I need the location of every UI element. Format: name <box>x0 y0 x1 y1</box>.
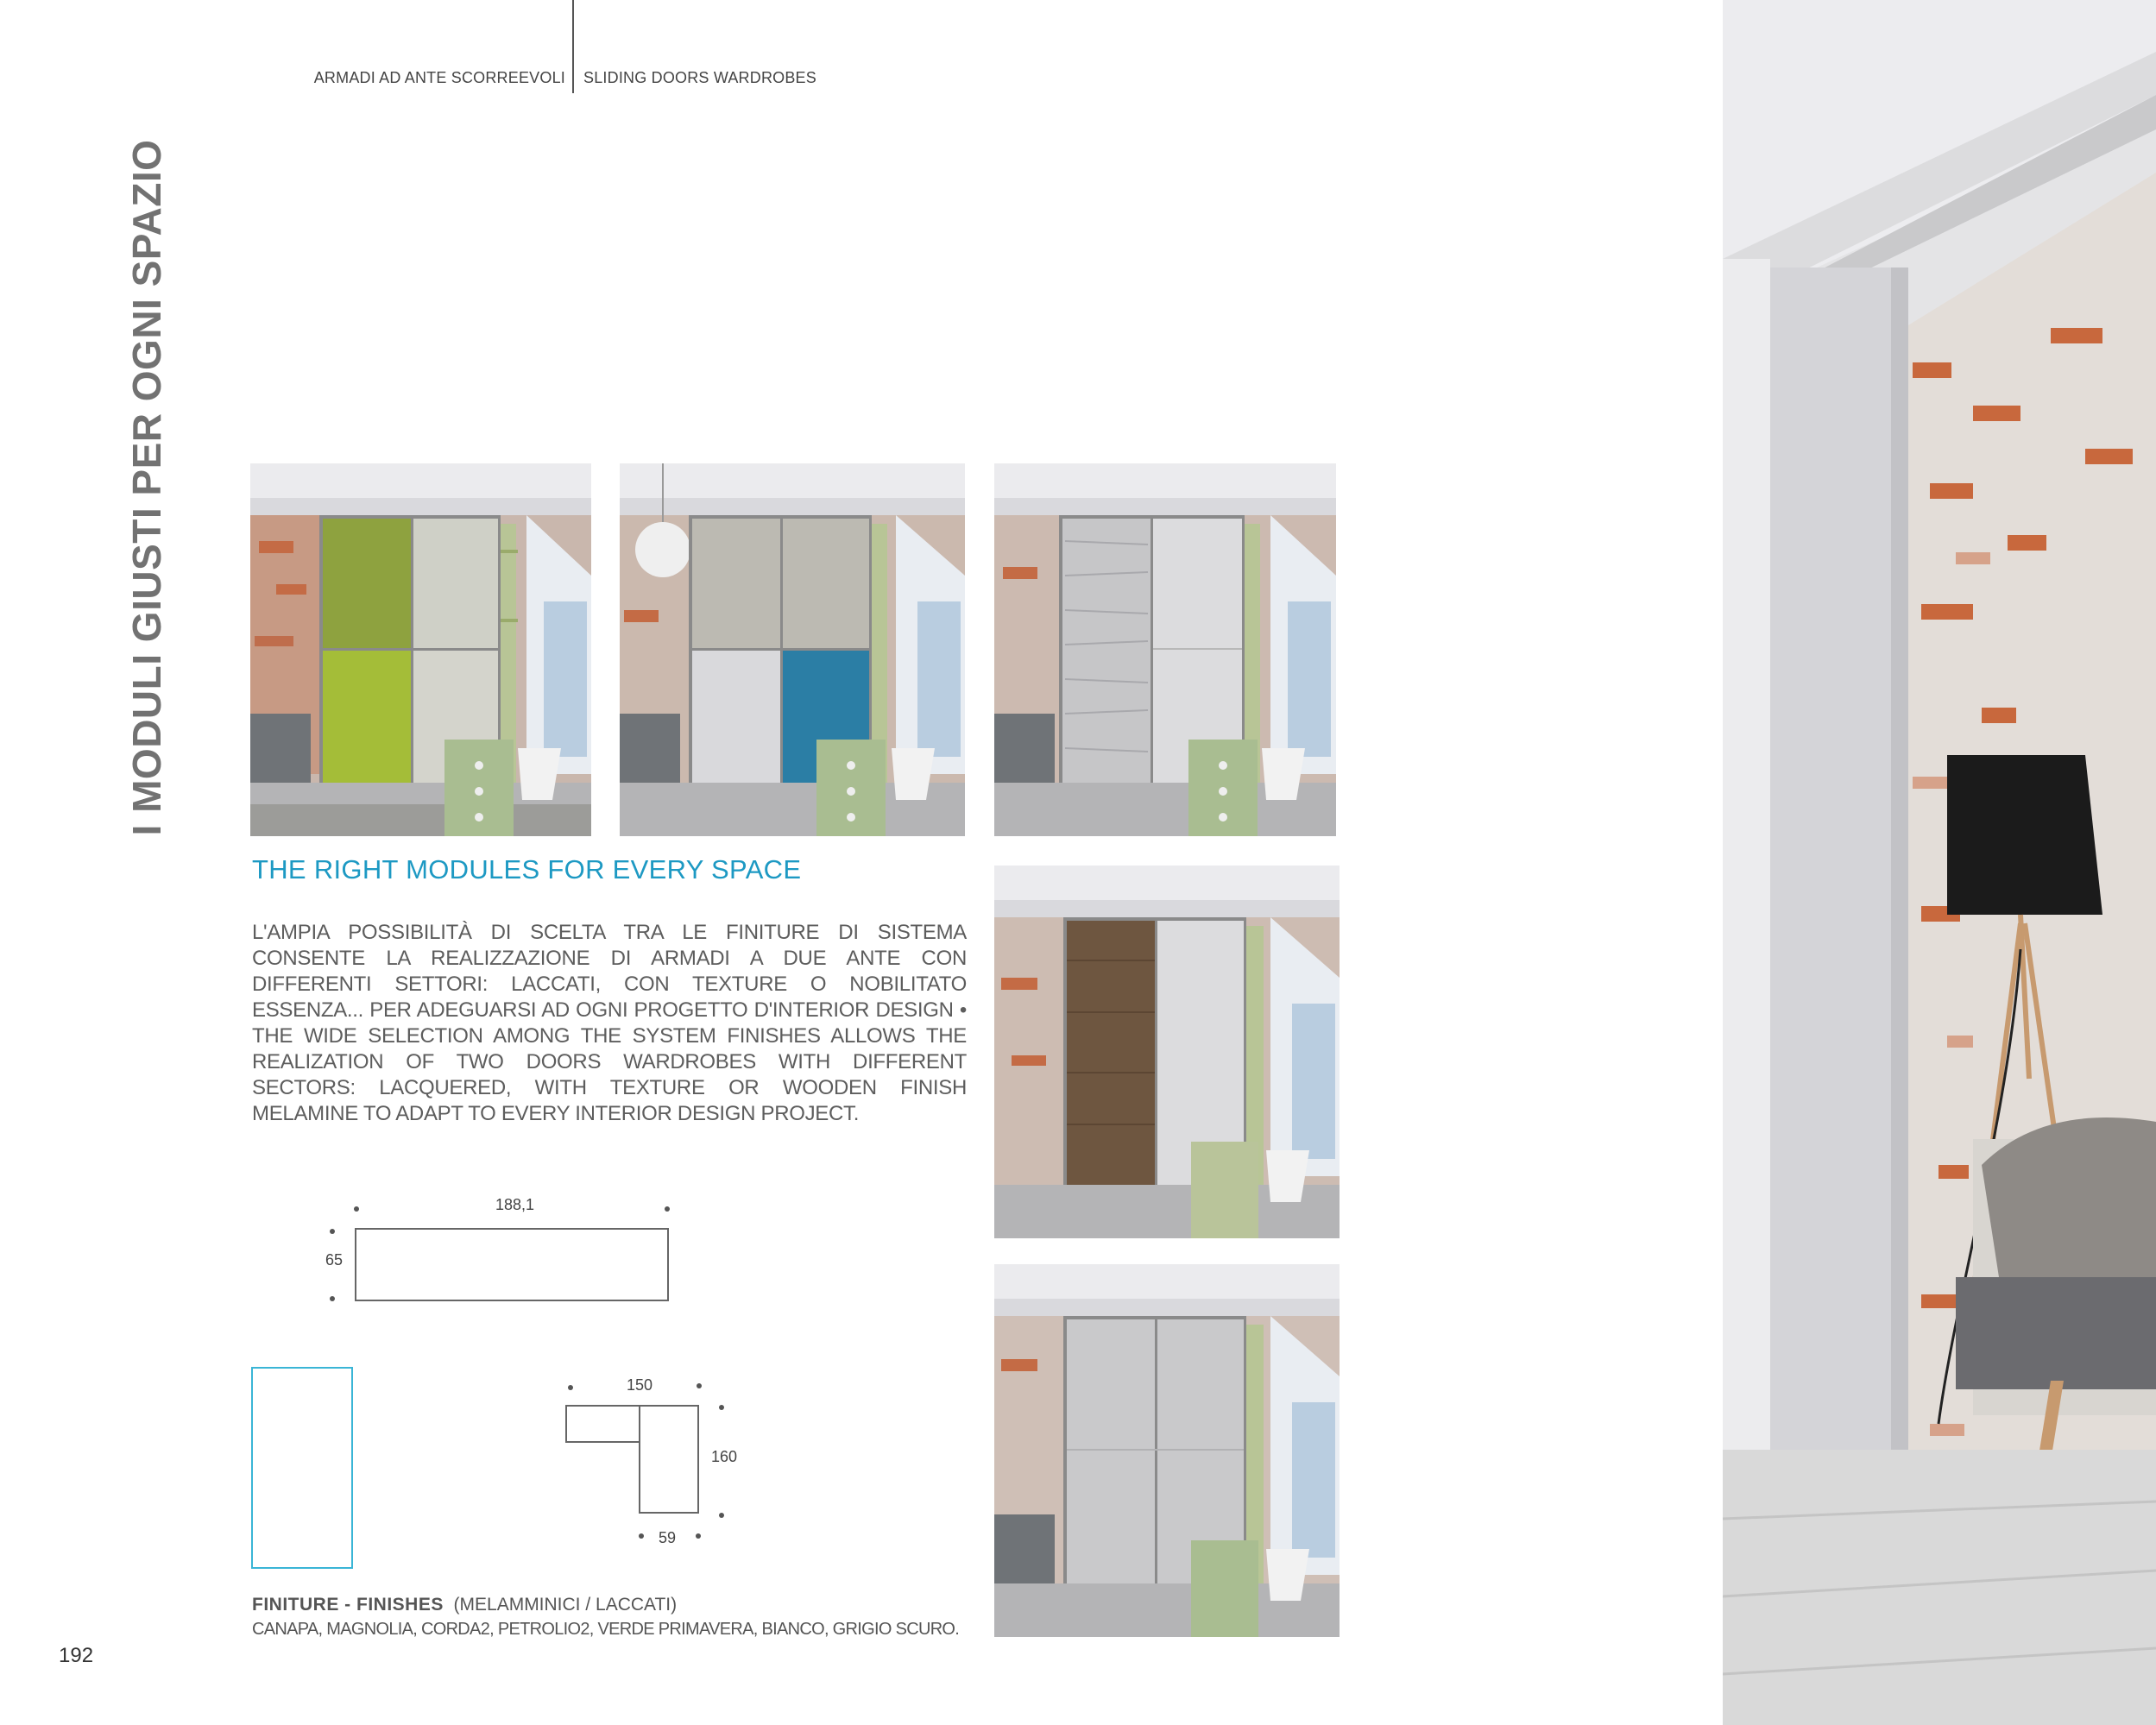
body-paragraph: L'AMPIA POSSIBILITÀ DI SCELTA TRA LE FINITURE DI SISTEMA CONSENTE LA REALIZZAZIONE DI ARMADI A DUE ANTE CON DIFFERENTI SETTORI: LACCATI, CON TEXTURE O NOBILITATO ESSENZA... PER ADEGUARSI AD OGNI PROGETTO D'INTERIOR DESIGN • THE WIDE SELECTION AMONG THE SYSTEM FINISHES ALLOWS THE REALIZATION OF TWO DOORS WARDROBES WITH DIFFERENT SECTORS: LACQUERED, WITH TEXTURE OR WOODEN FINISH MELAMINE TO ADAPT TO EVERY INTERIOR DESIGN PROJECT. <box>252 921 967 1125</box>
wardrobe-photo-petrol <box>620 463 965 836</box>
header-divider <box>572 0 574 93</box>
dimension-width-label: 150 <box>627 1376 653 1394</box>
dimension-depth-label: 59 <box>659 1529 677 1546</box>
header-category-en: SLIDING DOORS WARDROBES <box>583 69 816 86</box>
wardrobe-photo-walnut <box>994 866 1340 1238</box>
dimension-dot <box>665 1206 670 1212</box>
section-title: THE RIGHT MODULES FOR EVERY SPACE <box>252 854 802 885</box>
finish-swatch-outline <box>251 1367 353 1569</box>
module-plan-outline <box>355 1228 669 1301</box>
dimension-dot <box>719 1405 724 1410</box>
finishes-heading <box>252 1595 677 1615</box>
dimension-width-label: 188,1 <box>495 1196 535 1213</box>
finishes-label: FINITURE - FINISHES <box>252 1595 444 1615</box>
hero-room-photo <box>1723 0 2156 1725</box>
vertical-page-title: I MODULI GIUSTI PER OGNI SPAZIO <box>124 139 169 836</box>
wardrobe-photo-grey <box>994 1264 1340 1637</box>
finishes-list: CANAPA, MAGNOLIA, CORDA2, PETROLIO2, VERDE PRIMAVERA, BIANCO, GRIGIO SCURO. <box>252 1620 960 1639</box>
wardrobe-photo-green <box>250 463 591 836</box>
dimension-dot <box>330 1296 335 1301</box>
dimension-dot <box>568 1385 573 1390</box>
page-number: 192 <box>59 1644 94 1667</box>
dimension-dot <box>697 1383 702 1388</box>
dimension-dot <box>330 1229 335 1234</box>
dimension-dot <box>354 1206 359 1212</box>
dimension-dot <box>639 1533 644 1539</box>
finishes-types: (MELAMMINICI / LACCATI) <box>453 1595 678 1615</box>
dimension-dot <box>696 1533 701 1539</box>
dimension-height-label: 160 <box>711 1448 738 1465</box>
dimension-depth-label: 65 <box>325 1251 344 1269</box>
header-category-it: ARMADI AD ANTE SCORREEVOLI <box>313 69 565 86</box>
dimension-dot <box>719 1513 724 1518</box>
wardrobe-photo-texture <box>994 463 1336 836</box>
corner-plan-outline <box>565 1402 702 1514</box>
